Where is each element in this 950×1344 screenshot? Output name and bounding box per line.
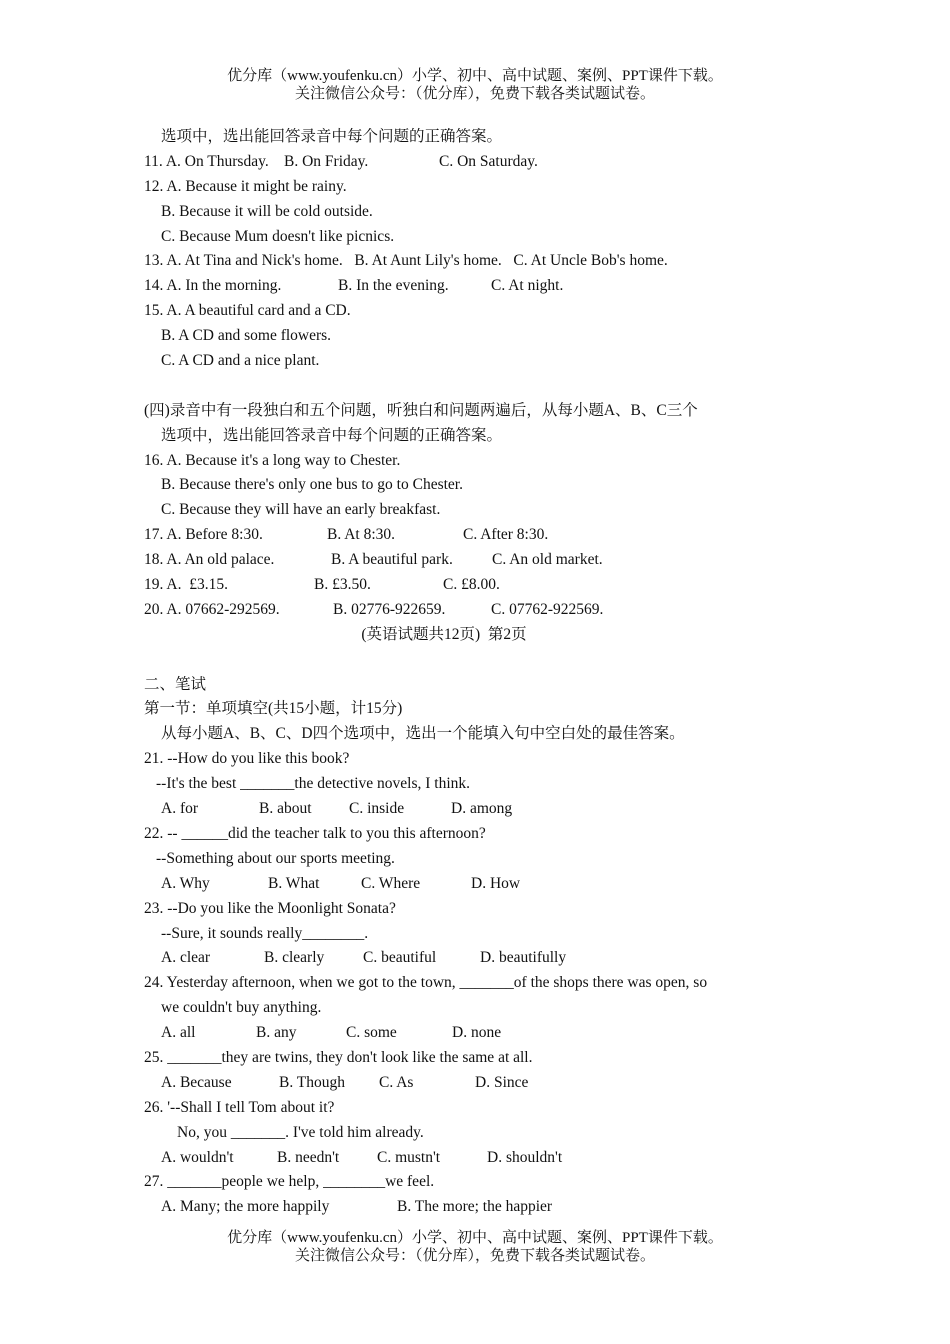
q21-options	[144, 797, 784, 822]
q18-option-c: C. An old market.	[492, 551, 603, 569]
q20-option-b: B. 02776-922659.	[333, 600, 446, 618]
q24-stem: 24. Yesterday afternoon, when we got to the town, _______of the shops there was open, so	[144, 974, 708, 992]
q14-option-c: C. At night.	[491, 277, 564, 295]
q27-options	[144, 1195, 784, 1220]
bottom-footer	[0, 1229, 950, 1265]
q21-option-a: A. for	[161, 800, 199, 818]
q26-response: No, you _______. I've told him already.	[177, 1123, 424, 1141]
page-number-note: (英语试题共12页) 第2页	[361, 625, 527, 643]
q23-response: --Sure, it sounds really________.	[161, 924, 369, 942]
q25-options	[144, 1071, 784, 1096]
page-body	[144, 125, 784, 1220]
q12-option-c: C. Because Mum doesn't like picnics.	[161, 227, 395, 245]
section1-instruction: 从每小题A、B、C、D四个选项中，选出一个能填入句中空白处的最佳答案。	[161, 725, 685, 743]
q19-option-c: C. £8.00.	[443, 576, 500, 594]
q25-option-c: C. As	[379, 1073, 414, 1091]
listening-intro-tail: 选项中，选出能回答录音中每个问题的正确答案。	[161, 128, 503, 145]
q26-option-c: C. mustn't	[377, 1148, 441, 1166]
q15-option-c: C. A CD and a nice plant.	[161, 352, 320, 370]
q22-response: --Something about our sports meeting.	[156, 849, 395, 867]
q17-option-a: 17. A. Before 8:30.	[144, 526, 263, 544]
q23-options	[144, 946, 784, 971]
question-13: 13. A. At Tina and Nick's home. B. At Aunt Lily's home. C. At Uncle Bob's home.	[144, 252, 668, 270]
q26-stem: 26. '--Shall I tell Tom about it?	[144, 1098, 335, 1116]
q23-stem: 23. --Do you like the Moonlight Sonata?	[144, 899, 396, 917]
q23-option-c: C. beautiful	[363, 949, 437, 967]
q26-options	[144, 1146, 784, 1171]
part4-instruction-2: 选项中，选出能回答录音中每个问题的正确答案。	[161, 426, 503, 444]
q25-option-d: D. Since	[475, 1073, 529, 1091]
q21-option-c: C. inside	[349, 800, 405, 818]
q16-option-c: C. Because they will have an early breakfast.	[161, 501, 441, 519]
q20-option-a: 20. A. 07662-292569.	[144, 600, 280, 618]
footer-line-1: 优分库（www.youfenku.cn）小学、初中、高中试题、案例、PPT课件下载。	[227, 1230, 723, 1246]
q17-option-c: C. After 8:30.	[463, 526, 549, 544]
q20-option-c: C. 07762-922569.	[491, 600, 604, 618]
q24-option-a: A. all	[161, 1024, 196, 1042]
q15-option-b: B. A CD and some flowers.	[161, 327, 332, 345]
q22-option-b: B. What	[268, 874, 320, 892]
q24-option-c: C. some	[346, 1024, 397, 1042]
q23-option-b: B. clearly	[264, 949, 325, 967]
q11-option-a: 11. A. On Thursday.	[144, 152, 269, 170]
q27-stem: 27. _______people we help, ________we feel.	[144, 1173, 435, 1191]
q11-option-b: B. On Friday.	[284, 152, 369, 170]
q22-option-d: D. How	[471, 874, 521, 892]
q22-options	[144, 872, 784, 897]
q24-option-b: B. any	[256, 1024, 297, 1042]
question-14	[144, 274, 784, 299]
q17-option-b: B. At 8:30.	[327, 526, 396, 544]
q22-option-a: A. Why	[161, 874, 210, 892]
q14-option-b: B. In the evening.	[338, 277, 449, 295]
q26-option-a: A. wouldn't	[161, 1148, 234, 1166]
q24-options	[144, 1021, 784, 1046]
q21-stem: 21. --How do you like this book?	[144, 750, 350, 768]
question-19	[144, 573, 784, 598]
section1-heading: 第一节：单项填空(共15小题，计15分)	[144, 700, 403, 718]
q21-option-d: D. among	[451, 800, 513, 818]
q23-option-d: D. beautifully	[480, 949, 567, 967]
q18-option-a: 18. A. An old palace.	[144, 551, 275, 569]
part4-instruction-1: (四)录音中有一段独白和五个问题，听独白和问题两遍后，从每小题A、B、C三个	[144, 401, 698, 419]
question-18	[144, 548, 784, 573]
q24-option-d: D. none	[452, 1024, 502, 1042]
q21-option-b: B. about	[259, 800, 312, 818]
question-17	[144, 523, 784, 548]
q22-stem: 22. -- ______did the teacher talk to you this afternoon?	[144, 824, 486, 842]
q27-option-b: B. The more; the happier	[397, 1198, 553, 1216]
q27-option-a: A. Many; the more happily	[161, 1198, 330, 1216]
q12-option-a: 12. A. Because it might be rainy.	[144, 177, 347, 195]
q26-option-b: B. needn't	[277, 1148, 340, 1166]
q22-option-c: C. Where	[361, 874, 421, 892]
q16-option-a: 16. A. Because it's a long way to Chester.	[144, 451, 401, 469]
q12-option-b: B. Because it will be cold outside.	[161, 202, 373, 220]
q18-option-b: B. A beautiful park.	[331, 551, 453, 569]
q24-stem-cont: we couldn't buy anything.	[161, 999, 322, 1017]
q25-stem: 25. _______they are twins, they don't look like the same at all.	[144, 1048, 533, 1066]
written-section-title: 二、笔试	[144, 675, 207, 693]
q14-option-a: 14. A. In the morning.	[144, 277, 282, 295]
q21-response: --It's the best _______the detective novels, I think.	[156, 775, 471, 793]
q25-option-b: B. Though	[279, 1073, 346, 1091]
question-20	[144, 598, 784, 623]
q19-option-a: 19. A. £3.15.	[144, 576, 228, 594]
q15-option-a: 15. A. A beautiful card and a CD.	[144, 302, 351, 320]
q23-option-a: A. clear	[161, 949, 211, 967]
q11-option-c: C. On Saturday.	[439, 152, 538, 170]
q25-option-a: A. Because	[161, 1073, 232, 1091]
q16-option-b: B. Because there's only one bus to go to Chester.	[161, 476, 463, 494]
q19-option-b: B. £3.50.	[314, 576, 371, 594]
q26-option-d: D. shouldn't	[487, 1148, 563, 1166]
header-line-2: 关注微信公众号：（优分库），免费下载各类试题试卷。	[294, 86, 655, 102]
question-11	[144, 150, 784, 175]
header-line-1: 优分库（www.youfenku.cn）小学、初中、高中试题、案例、PPT课件下载。	[227, 68, 723, 84]
footer-line-2: 关注微信公众号：（优分库），免费下载各类试题试卷。	[294, 1248, 655, 1264]
top-header	[0, 67, 950, 103]
